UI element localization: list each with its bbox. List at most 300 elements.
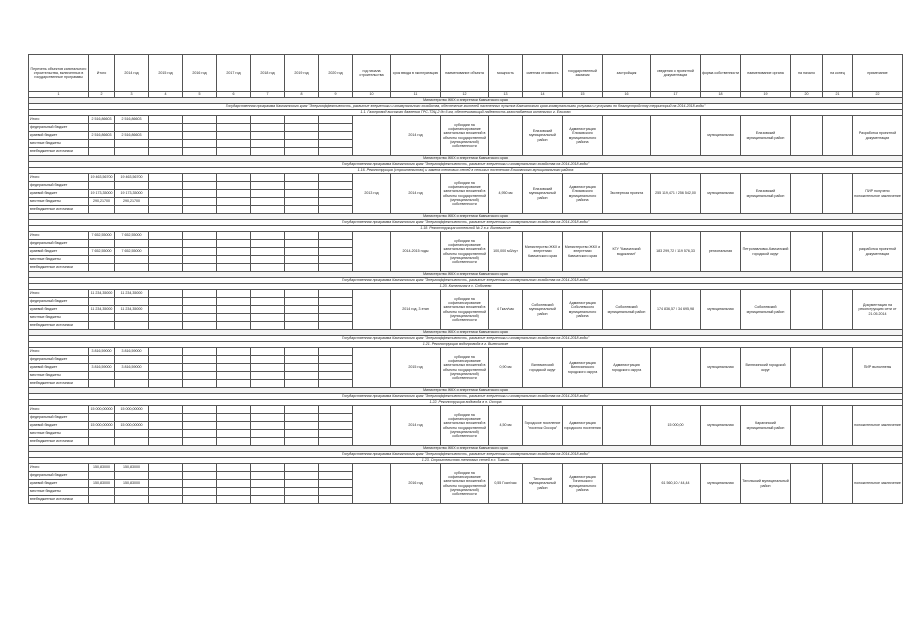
funding-year-cell <box>183 364 217 372</box>
funding-year-cell <box>149 364 183 372</box>
funding-2014 <box>115 298 149 306</box>
commissioning-date: 2014 год <box>391 116 441 156</box>
funding-total <box>89 356 115 364</box>
column-number-13: 13 <box>489 92 523 98</box>
column-number-5: 5 <box>183 92 217 98</box>
funding-2014 <box>115 496 149 504</box>
section-ministry: Министерство ЖКХ и энергетики Камчатского края <box>29 330 903 336</box>
funding-total <box>89 414 115 422</box>
funding-year-cell <box>217 190 251 198</box>
funding-year-cell <box>183 116 217 124</box>
capacity: 4,950 км <box>489 174 523 214</box>
funding-year-cell <box>149 140 183 148</box>
funding-2014 <box>115 414 149 422</box>
funding-year-cell <box>217 256 251 264</box>
funding-year-cell <box>251 364 285 372</box>
funding-year-cell <box>251 206 285 214</box>
ownership-form: муниципальная <box>701 348 741 388</box>
funding-year-cell <box>319 132 353 140</box>
project-documentation <box>603 406 651 446</box>
funding-2014: 290,21700 <box>115 198 149 206</box>
funding-year-cell <box>319 198 353 206</box>
funding-year-cell <box>285 182 319 190</box>
funding-source-label: федеральный бюджет <box>29 298 89 306</box>
funding-year-cell <box>217 240 251 248</box>
funding-year-cell <box>149 496 183 504</box>
column-header-17: сведения о проектной документации <box>651 55 701 92</box>
column-header-15: государственный заказчик <box>563 55 603 92</box>
start-year: 2013 год <box>353 174 391 214</box>
funding-total: 3 816,59000 <box>89 364 115 372</box>
note: положительное заключение <box>853 464 903 504</box>
funding-year-cell <box>285 406 319 414</box>
funding-year-cell <box>183 148 217 156</box>
funding-2014 <box>115 240 149 248</box>
start-year <box>353 232 391 272</box>
funding-total <box>89 182 115 190</box>
funding-year-cell <box>319 182 353 190</box>
funding-year-cell <box>183 496 217 504</box>
funding-purpose: субсидии на софинансирование капитальных вложений в объекты государственной (муниципальной) собственности <box>441 290 489 330</box>
funding-total <box>89 380 115 388</box>
funding-year-cell <box>319 472 353 480</box>
funding-year-cell <box>319 306 353 314</box>
funding-total <box>89 148 115 156</box>
funding-year-cell <box>217 472 251 480</box>
funding-year-cell <box>251 198 285 206</box>
funding-year-cell <box>149 264 183 272</box>
object-name: 1.21. Реконструкция водопровода в г. Вилючинске <box>29 342 903 348</box>
column-number-17: 17 <box>651 92 701 98</box>
funding-year-cell <box>319 348 353 356</box>
funding-year-cell <box>251 264 285 272</box>
funding-year-cell <box>319 372 353 380</box>
funding-year-cell <box>149 240 183 248</box>
document-sheet <box>28 54 901 588</box>
funding-source-label: местные бюджеты <box>29 488 89 496</box>
funding-year-cell <box>319 438 353 446</box>
funding-year-cell <box>319 364 353 372</box>
funding-year-cell <box>149 406 183 414</box>
funding-2014 <box>115 182 149 190</box>
funding-source-label: местные бюджеты <box>29 372 89 380</box>
funding-year-cell <box>251 496 285 504</box>
funding-year-cell <box>149 488 183 496</box>
column-number-14: 14 <box>523 92 563 98</box>
funding-total: 15 000,00000 <box>89 406 115 414</box>
funding-year-cell <box>251 422 285 430</box>
section-ministry: Министерство ЖКХ и энергетики Камчатского края <box>29 272 903 278</box>
funding-year-cell <box>285 206 319 214</box>
column-header-18: форма собственности <box>701 55 741 92</box>
column-header-5: 2016 год <box>183 55 217 92</box>
funding-total <box>89 488 115 496</box>
funding-2014: 7 652,55000 <box>115 248 149 256</box>
funding-total: 150,83000 <box>89 480 115 488</box>
section-ministry: Министерство ЖКХ и энергетики Камчатского края <box>29 156 903 162</box>
period-end <box>823 348 853 388</box>
funding-year-cell <box>217 356 251 364</box>
funding-total: 15 000,00000 <box>89 422 115 430</box>
funding-row <box>29 116 903 124</box>
column-number-19: 19 <box>741 92 791 98</box>
estimated-cost <box>651 116 701 156</box>
funding-total <box>89 372 115 380</box>
funding-2014 <box>115 372 149 380</box>
funding-2014: 19 463,56700 <box>115 174 149 182</box>
column-number-16: 16 <box>603 92 651 98</box>
funding-year-cell <box>149 372 183 380</box>
funding-2014 <box>115 140 149 148</box>
funding-year-cell <box>149 464 183 472</box>
funding-total: 2 516,86603 <box>89 132 115 140</box>
funding-year-cell <box>183 182 217 190</box>
ownership-form: муниципальная <box>701 406 741 446</box>
funding-year-cell <box>285 140 319 148</box>
project-documentation <box>603 116 651 156</box>
funding-year-cell <box>217 232 251 240</box>
funding-2014: 150,83000 <box>115 464 149 472</box>
funding-year-cell <box>285 364 319 372</box>
funding-year-cell <box>251 372 285 380</box>
column-header-9: 2020 год <box>319 55 353 92</box>
funding-year-cell <box>217 480 251 488</box>
ownership-form: муниципальная <box>701 116 741 156</box>
capacity: 100,000 м3/сут <box>489 232 523 272</box>
funding-year-cell <box>319 322 353 330</box>
commissioning-date: 2014 год, 3 этап <box>391 290 441 330</box>
column-header-6: 2017 год <box>217 55 251 92</box>
ownership-form: муниципальная <box>701 290 741 330</box>
funding-total: 290,21700 <box>89 198 115 206</box>
commissioning-date: 2014 год <box>391 174 441 214</box>
funding-2014 <box>115 356 149 364</box>
developer: Администрация Елизовского муниципального района <box>563 116 603 156</box>
funding-row <box>29 232 903 240</box>
funding-year-cell <box>251 232 285 240</box>
responsible-organ: Елизовский муниципальный район <box>741 174 791 214</box>
funding-year-cell <box>217 438 251 446</box>
funding-year-cell <box>319 406 353 414</box>
responsible-organ: Елизовский муниципальный район <box>741 116 791 156</box>
estimated-cost: 183 299,72 / 119 576,33 <box>651 232 701 272</box>
estimated-cost: 15 000,00 <box>651 406 701 446</box>
funding-year-cell <box>285 472 319 480</box>
funding-year-cell <box>183 174 217 182</box>
customer: Елизовский муниципальный район <box>523 174 563 214</box>
funding-source-label: краевой бюджет <box>29 422 89 430</box>
funding-year-cell <box>251 480 285 488</box>
funding-source-label: внебюджетные источники <box>29 438 89 446</box>
funding-year-cell <box>285 290 319 298</box>
funding-year-cell <box>217 406 251 414</box>
funding-year-cell <box>319 480 353 488</box>
funding-year-cell <box>251 464 285 472</box>
column-header-2: Итого <box>89 55 115 92</box>
funding-2014 <box>115 380 149 388</box>
column-number-11: 11 <box>391 92 441 98</box>
funding-year-cell <box>285 380 319 388</box>
funding-year-cell <box>319 240 353 248</box>
funding-year-cell <box>217 148 251 156</box>
funding-year-cell <box>183 206 217 214</box>
funding-total <box>89 314 115 322</box>
funding-2014: 2 516,86603 <box>115 116 149 124</box>
funding-year-cell <box>183 140 217 148</box>
funding-year-cell <box>149 248 183 256</box>
funding-year-cell <box>285 496 319 504</box>
funding-source-label: Итого <box>29 232 89 240</box>
funding-year-cell <box>319 124 353 132</box>
funding-year-cell <box>251 124 285 132</box>
column-header-14: сметная стоимость <box>523 55 563 92</box>
funding-year-cell <box>149 422 183 430</box>
funding-total: 3 816,59000 <box>89 348 115 356</box>
column-number-21: 21 <box>823 92 853 98</box>
funding-year-cell <box>319 496 353 504</box>
ownership-form: муниципальная <box>701 464 741 504</box>
note: ПИР получено положительное заключение <box>853 174 903 214</box>
note: положительное заключение <box>853 406 903 446</box>
funding-year-cell <box>183 248 217 256</box>
program-title: Государственная программа Камчатского края "Энергоэффективность, развитие энергетики и коммунального хозяйства на 2014-2018 годы" <box>29 452 903 458</box>
funding-year-cell <box>319 206 353 214</box>
object-name: 1.16. Реконструкция (строительство) и замена тепловых сетей в сельских поселениях Елизовского муниципального района <box>29 168 903 174</box>
period-start <box>791 174 823 214</box>
funding-source-label: краевой бюджет <box>29 132 89 140</box>
funding-year-cell <box>285 306 319 314</box>
project-documentation: Администрация городского округа <box>603 348 651 388</box>
funding-purpose: субсидии на софинансирование капитальных вложений в объекты государственной (муниципальной) собственности <box>441 116 489 156</box>
funding-year-cell <box>251 306 285 314</box>
program-title: Государственная программа Камчатского края "Энергоэффективность, развитие энергетики и коммунального хозяйства на 2014-2018 годы" <box>29 336 903 342</box>
funding-year-cell <box>183 132 217 140</box>
ownership-form: региональная <box>701 232 741 272</box>
funding-2014 <box>115 314 149 322</box>
funding-year-cell <box>319 422 353 430</box>
funding-year-cell <box>149 190 183 198</box>
funding-year-cell <box>183 430 217 438</box>
funding-year-cell <box>285 322 319 330</box>
funding-year-cell <box>251 430 285 438</box>
program-title: Государственная программа Камчатского края "Энергоэффективность, развитие энергетики и коммунального хозяйства на 2014-2018 годы" <box>29 220 903 226</box>
column-number-3: 3 <box>115 92 149 98</box>
funding-2014: 3 816,59000 <box>115 348 149 356</box>
developer: Администрация Вилючинского городского округа <box>563 348 603 388</box>
funding-year-cell <box>149 124 183 132</box>
funding-year-cell <box>251 256 285 264</box>
funding-year-cell <box>217 414 251 422</box>
responsible-organ: Карагинский муниципальный район <box>741 406 791 446</box>
column-header-10: год начала строительства <box>353 55 391 92</box>
funding-year-cell <box>319 232 353 240</box>
funding-year-cell <box>149 290 183 298</box>
funding-source-label: внебюджетные источники <box>29 264 89 272</box>
column-number-22: 22 <box>853 92 903 98</box>
funding-year-cell <box>217 140 251 148</box>
column-number-7: 7 <box>251 92 285 98</box>
funding-source-label: местные бюджеты <box>29 256 89 264</box>
responsible-organ: Соболевский муниципальный район <box>741 290 791 330</box>
funding-year-cell <box>251 314 285 322</box>
funding-source-label: краевой бюджет <box>29 480 89 488</box>
column-number-20: 20 <box>791 92 823 98</box>
column-number-18: 18 <box>701 92 741 98</box>
column-header-21: на конец <box>823 55 853 92</box>
funding-year-cell <box>183 314 217 322</box>
funding-source-label: внебюджетные источники <box>29 206 89 214</box>
column-header-22: примечание <box>853 55 903 92</box>
funding-2014 <box>115 264 149 272</box>
funding-year-cell <box>285 372 319 380</box>
funding-source-label: местные бюджеты <box>29 140 89 148</box>
funding-source-label: краевой бюджет <box>29 364 89 372</box>
column-number-4: 4 <box>149 92 183 98</box>
funding-year-cell <box>149 356 183 364</box>
funding-year-cell <box>149 232 183 240</box>
funding-source-label: внебюджетные источники <box>29 148 89 156</box>
funding-purpose: субсидии на софинансирование капитальных вложений в объекты государственной (муниципальной) собственности <box>441 174 489 214</box>
column-number-2: 2 <box>89 92 115 98</box>
estimated-cost <box>651 348 701 388</box>
funding-year-cell <box>217 430 251 438</box>
funding-year-cell <box>149 298 183 306</box>
funding-year-cell <box>285 430 319 438</box>
funding-year-cell <box>149 480 183 488</box>
funding-2014 <box>115 148 149 156</box>
funding-2014 <box>115 322 149 330</box>
start-year <box>353 348 391 388</box>
funding-year-cell <box>285 356 319 364</box>
funding-year-cell <box>285 314 319 322</box>
funding-year-cell <box>285 422 319 430</box>
estimated-cost: 61 560,10 / 44,44 <box>651 464 701 504</box>
funding-year-cell <box>149 306 183 314</box>
estimated-cost: 174 836,57 / 34 695,98 <box>651 290 701 330</box>
project-documentation: КГУ "Камчатский водоканал" <box>603 232 651 272</box>
funding-year-cell <box>149 322 183 330</box>
funding-year-cell <box>217 248 251 256</box>
column-header-11: срок ввода в эксплуатацию <box>391 55 441 92</box>
funding-2014: 11 234,35000 <box>115 290 149 298</box>
capacity: 4 Гкал/час <box>489 290 523 330</box>
funding-year-cell <box>285 488 319 496</box>
period-start <box>791 116 823 156</box>
funding-year-cell <box>251 116 285 124</box>
period-end <box>823 116 853 156</box>
funding-year-cell <box>319 256 353 264</box>
funding-source-label: местные бюджеты <box>29 198 89 206</box>
funding-year-cell <box>217 132 251 140</box>
funding-year-cell <box>285 464 319 472</box>
funding-year-cell <box>319 140 353 148</box>
funding-year-cell <box>149 472 183 480</box>
period-end <box>823 232 853 272</box>
column-number-12: 12 <box>441 92 489 98</box>
funding-year-cell <box>149 348 183 356</box>
funding-total <box>89 472 115 480</box>
funding-year-cell <box>285 414 319 422</box>
funding-year-cell <box>319 264 353 272</box>
funding-row <box>29 406 903 414</box>
customer: Министерство ЖКХ и энергетики Камчатского края <box>523 232 563 272</box>
funding-year-cell <box>217 298 251 306</box>
funding-year-cell <box>251 148 285 156</box>
column-header-19: наименование органа <box>741 55 791 92</box>
funding-source-label: Итого <box>29 348 89 356</box>
period-start <box>791 232 823 272</box>
object-name: 1.18. Реконструкция котельной № 2 в г. Вилючинске <box>29 226 903 232</box>
funding-year-cell <box>285 148 319 156</box>
funding-year-cell <box>149 174 183 182</box>
responsible-organ: Тигильский муниципальный район <box>741 464 791 504</box>
project-documentation: Экспертиза проекта <box>603 174 651 214</box>
funding-year-cell <box>251 322 285 330</box>
commissioning-date: 2016 год <box>391 464 441 504</box>
funding-year-cell <box>217 464 251 472</box>
funding-year-cell <box>183 356 217 364</box>
funding-year-cell <box>285 298 319 306</box>
program-title: Государственная программа Камчатского края "Энергоэффективность, развитие энергетики и коммунального хозяйства на 2014-2018 годы" <box>29 278 903 284</box>
funding-year-cell <box>217 364 251 372</box>
funding-total <box>89 322 115 330</box>
funding-year-cell <box>183 480 217 488</box>
funding-year-cell <box>319 248 353 256</box>
funding-2014: 150,83000 <box>115 480 149 488</box>
funding-year-cell <box>319 148 353 156</box>
funding-year-cell <box>217 290 251 298</box>
funding-2014 <box>115 206 149 214</box>
funding-year-cell <box>149 116 183 124</box>
funding-source-label: федеральный бюджет <box>29 414 89 422</box>
funding-source-label: Итого <box>29 464 89 472</box>
object-name: 1.1. Газопровод высокого давления ГРС-ТЭЦ-2 до 6 км, обеспечивающий надежность газоснабжения котельных г. Елизово <box>29 110 903 116</box>
start-year <box>353 116 391 156</box>
funding-source-label: краевой бюджет <box>29 306 89 314</box>
funding-source-label: федеральный бюджет <box>29 182 89 190</box>
capacity <box>489 116 523 156</box>
funding-2014 <box>115 438 149 446</box>
funding-total <box>89 496 115 504</box>
funding-year-cell <box>217 322 251 330</box>
period-end <box>823 290 853 330</box>
funding-year-cell <box>319 464 353 472</box>
customer: Вилючинский городской округ <box>523 348 563 388</box>
program-title: Государственная программа Камчатского края "Энергоэффективность, развитие энергетики и коммунального хозяйства на 2014-2018 годы" <box>29 162 903 168</box>
funding-year-cell <box>251 348 285 356</box>
funding-2014 <box>115 472 149 480</box>
start-year <box>353 406 391 446</box>
project-documentation <box>603 464 651 504</box>
funding-year-cell <box>319 116 353 124</box>
estimated-cost: 255 119,471 / 256 542,00 <box>651 174 701 214</box>
column-header-4: 2015 год <box>149 55 183 92</box>
funding-year-cell <box>149 256 183 264</box>
capacity: 0,90 км <box>489 348 523 388</box>
period-end <box>823 464 853 504</box>
funding-year-cell <box>183 422 217 430</box>
funding-total: 150,83000 <box>89 464 115 472</box>
column-header-13: мощность <box>489 55 523 92</box>
funding-year-cell <box>285 198 319 206</box>
funding-year-cell <box>285 190 319 198</box>
developer: Администрация Тигильского муниципального района <box>563 464 603 504</box>
funding-year-cell <box>285 256 319 264</box>
funding-year-cell <box>183 472 217 480</box>
funding-source-label: внебюджетные источники <box>29 496 89 504</box>
funding-total <box>89 298 115 306</box>
funding-year-cell <box>217 174 251 182</box>
